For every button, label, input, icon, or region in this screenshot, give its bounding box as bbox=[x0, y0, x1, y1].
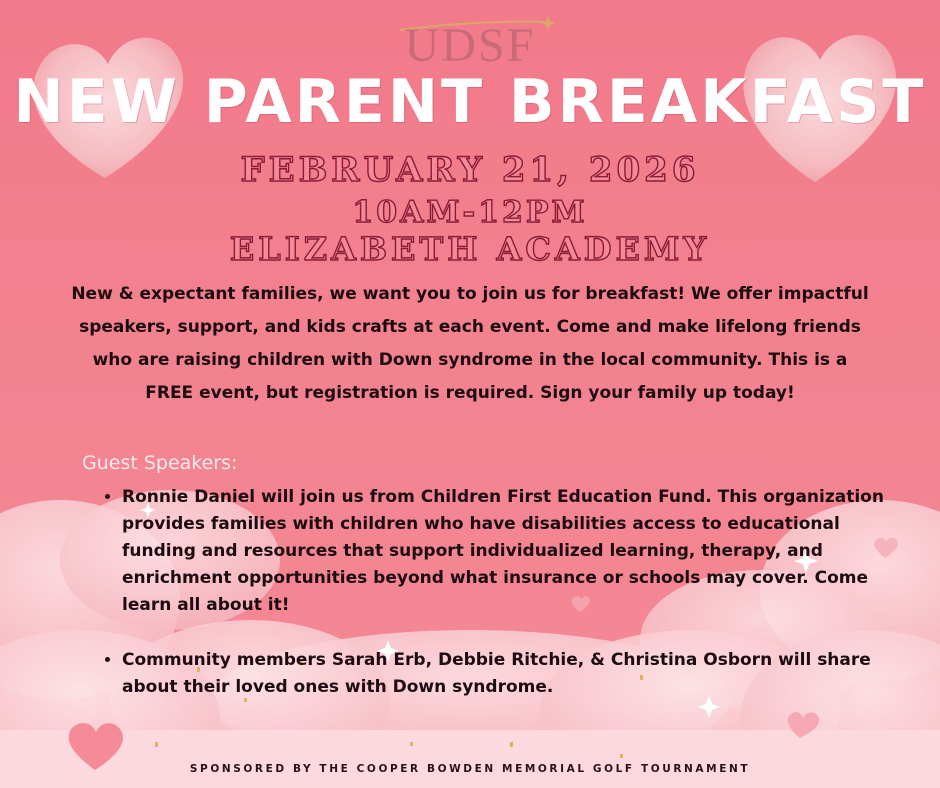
intro-paragraph: New & expectant families, we want you to join us for breakfast! We offer impactful speakers, support, and kids crafts at each event. Come and make lifelong friends who are raising children with Down syndrome in the local community. This is a FREE event, but registration is required. Sign your family up today! bbox=[71, 284, 869, 403]
event-venue: ELIZABETH ACADEMY bbox=[229, 230, 711, 268]
logo: UDSF bbox=[404, 19, 536, 72]
event-time: 10AM-12PM bbox=[352, 195, 588, 230]
speaker-item: • Community members Sarah Erb, Debbie Ritchie, & Christina Osborn will share about their loved ones with Down syndrome. bbox=[122, 647, 902, 701]
sponsor-line: SPONSORED BY THE COOPER BOWDEN MEMORIAL GOLF TOURNAMENT bbox=[189, 763, 751, 775]
page-title: NEW PARENT BREAKFAST bbox=[13, 67, 927, 137]
event-date: FEBRUARY 21, 2026 bbox=[240, 150, 700, 190]
speaker-list bbox=[100, 484, 902, 729]
guest-speakers-heading: Guest Speakers: bbox=[82, 452, 238, 474]
speaker-item: • Ronnie Daniel will join us from Children First Education Fund. This organization provides families with children who have disabilities access to educational funding and resources that support individualized learning, therapy, and enrichment opportunities beyond what insurance or schools may cover. Come learn all about it! bbox=[122, 484, 902, 619]
